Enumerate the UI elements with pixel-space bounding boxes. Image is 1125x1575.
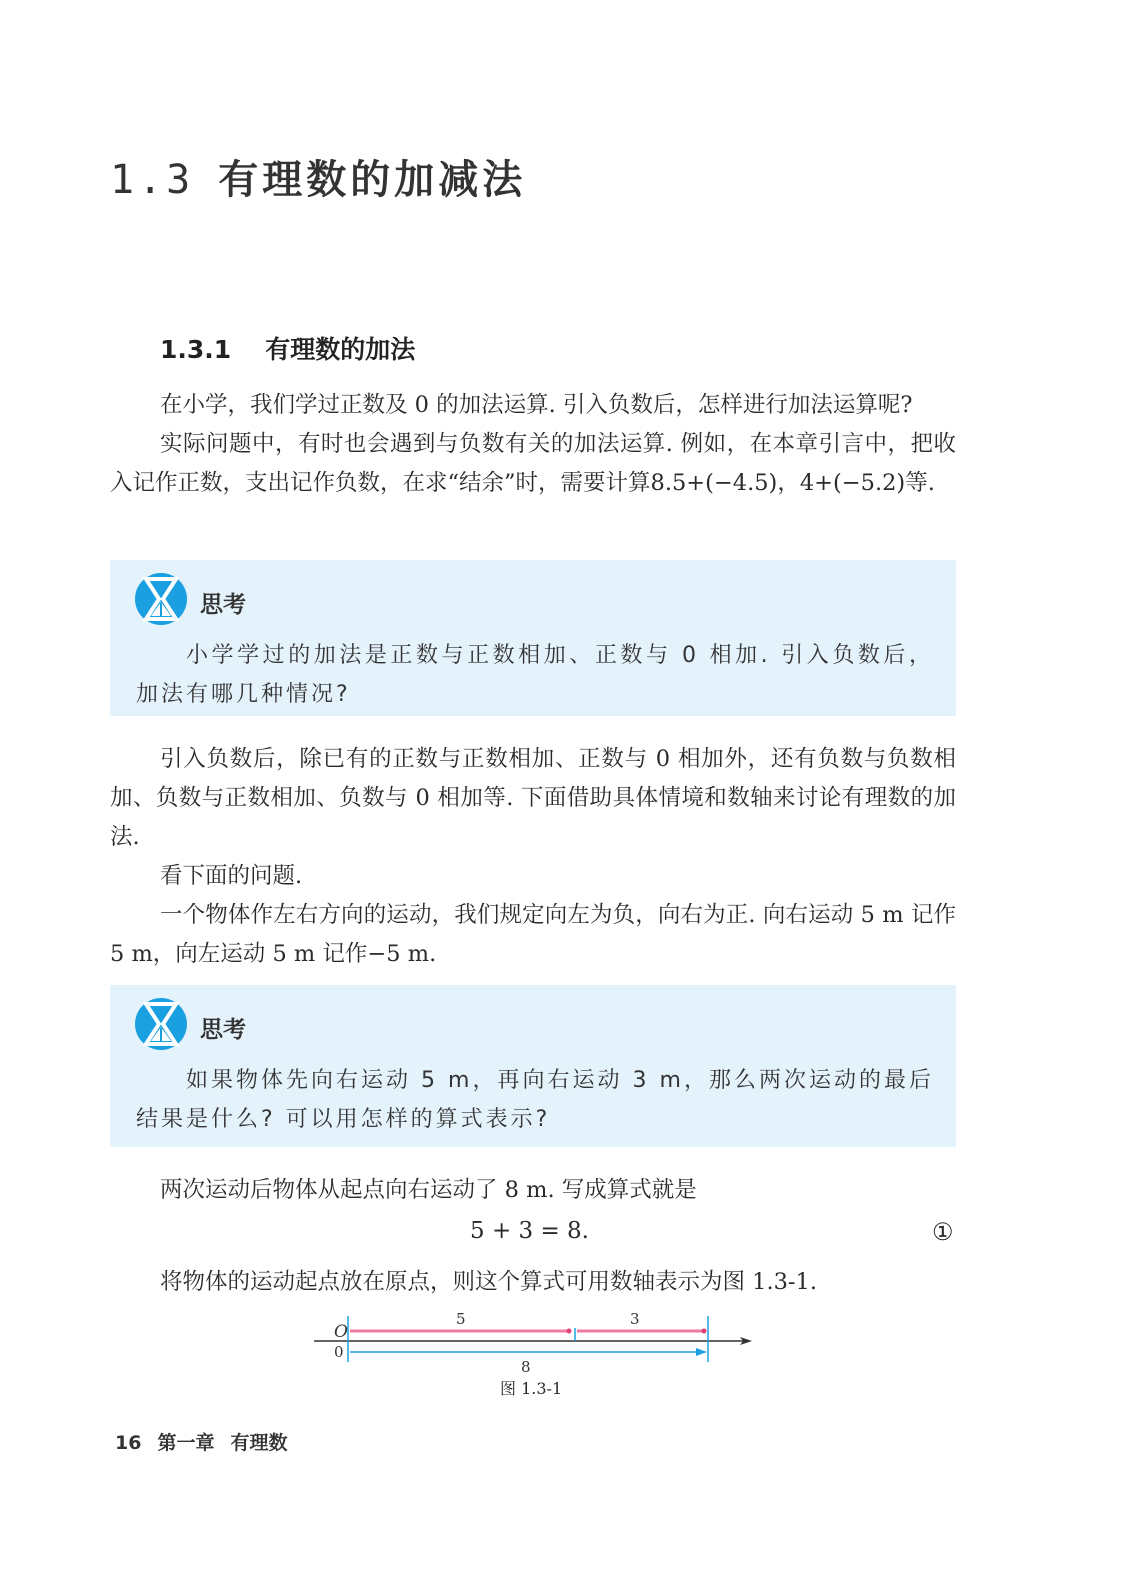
think-text: 如果物体先向右运动 5 m，再向右运动 3 m，那么两次运动的最后结果是什么? 可以用怎样的算式表示? <box>136 1068 934 1132</box>
paragraph-1: 在小学，我们学过正数及 0 的加法运算. 引入负数后，怎样进行加法运算呢? <box>160 392 913 418</box>
paragraph-2: 实际问题中，有时也会遇到与负数有关的加法运算. 例如，在本章引言中，把收入记作正数，支出记作负数，在求“结余”时，需要计算8.5+(−4.5)，4+(−5.2)等. <box>110 431 956 496</box>
equation-marker: ① <box>932 1218 954 1246</box>
segment-5-arrowhead <box>567 1329 572 1334</box>
hourglass-think-icon <box>134 572 188 626</box>
subsection-number: 1.3.1 <box>160 335 232 364</box>
segment-8-label: 8 <box>521 1358 531 1376</box>
paragraph-6: 两次运动后物体从起点向右运动了 8 m. 写成算式就是 <box>160 1177 697 1203</box>
segment-8-arrowhead <box>696 1348 707 1356</box>
hourglass-think-icon <box>134 997 188 1051</box>
think-box-2 <box>110 985 956 1147</box>
think-text: 小学学过的加法是正数与正数相加、正数与 0 相加. 引入负数后，加法有哪几种情况? <box>136 643 934 707</box>
title-text: 有理数的加减法 <box>218 157 527 203</box>
segment-3-label: 3 <box>630 1310 640 1328</box>
page-number: 16 <box>115 1432 142 1454</box>
figure-caption: 图 1.3-1 <box>500 1379 563 1398</box>
title-number: 1.3 <box>110 157 195 203</box>
subsection-text: 有理数的加法 <box>265 335 416 364</box>
think-heading: 思考 <box>200 592 246 618</box>
chapter-label: 第一章 <box>157 1432 215 1454</box>
think-heading: 思考 <box>200 1017 246 1043</box>
paragraph-7: 将物体的运动起点放在原点，则这个算式可用数轴表示为图 1.3-1. <box>160 1269 818 1295</box>
number-line-figure <box>300 1300 770 1380</box>
origin-label: O <box>334 1322 348 1342</box>
paragraph-3: 引入负数后，除已有的正数与正数相加、正数与 0 相加外，还有负数与负数相加、负数与正数相加、负数与 0 相加等. 下面借助具体情境和数轴来讨论有理数的加法. <box>110 746 956 850</box>
chapter-section-title <box>110 148 526 205</box>
chapter-title: 有理数 <box>230 1432 288 1454</box>
segment-3-arrowhead <box>702 1329 707 1334</box>
think-box-1 <box>110 560 956 716</box>
paragraph-5: 一个物体作左右方向的运动，我们规定向左为负，向右为正. 向右运动 5 m 记作 5 m，向左运动 5 m 记作−5 m. <box>110 902 956 967</box>
subsection-heading <box>160 330 415 366</box>
zero-label: 0 <box>334 1343 344 1361</box>
page-footer <box>115 1428 303 1455</box>
equation: 5 + 3 = 8. <box>470 1218 589 1244</box>
segment-5-label: 5 <box>456 1310 466 1328</box>
paragraph-4: 看下面的问题. <box>160 863 303 889</box>
